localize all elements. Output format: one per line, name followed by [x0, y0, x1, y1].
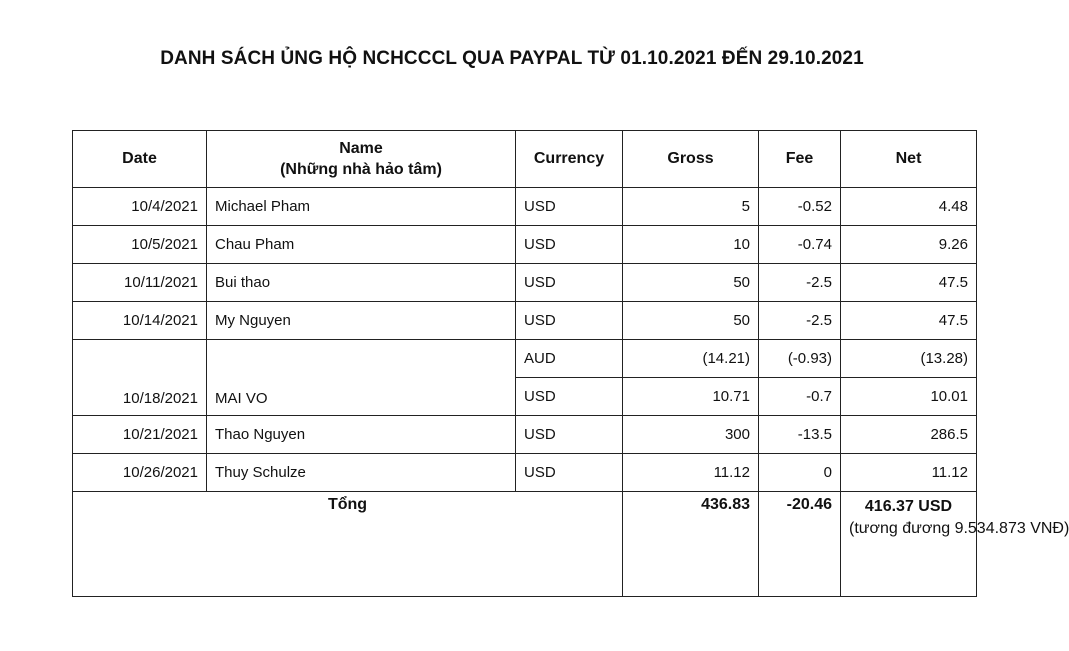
total-label: Tổng [73, 492, 623, 597]
cell-name: Bui thao [207, 264, 516, 302]
header-date: Date [73, 131, 207, 188]
table-row [73, 340, 977, 378]
cell-fee: (-0.93) [759, 340, 841, 378]
total-net [841, 492, 1069, 597]
cell-net: 47.5 [841, 302, 977, 340]
table-row [73, 188, 977, 226]
cell-gross: (14.21) [623, 340, 759, 378]
header-fee: Fee [759, 131, 841, 188]
header-name-line2: (Những nhà hảo tâm) [280, 161, 442, 178]
cell-net: 47.5 [841, 264, 977, 302]
cell-gross: 10 [623, 226, 759, 264]
cell-date: 10/26/2021 [73, 454, 207, 492]
table-row [73, 454, 977, 492]
total-fee: -20.46 [759, 492, 841, 597]
cell-date: 10/21/2021 [73, 416, 207, 454]
cell-net: 10.01 [841, 378, 977, 416]
cell-currency: USD [516, 264, 623, 302]
table-row [73, 264, 977, 302]
cell-gross: 5 [623, 188, 759, 226]
cell-fee: -2.5 [759, 264, 841, 302]
cell-currency: USD [516, 454, 623, 492]
cell-name: Michael Pham [207, 188, 516, 226]
cell-currency: USD [516, 378, 623, 416]
header-net: Net [841, 131, 977, 188]
cell-net: 9.26 [841, 226, 977, 264]
cell-fee: -13.5 [759, 416, 841, 454]
table-header-row [73, 131, 977, 188]
cell-net: 286.5 [841, 416, 977, 454]
cell-currency: USD [516, 416, 623, 454]
header-currency: Currency [516, 131, 623, 188]
cell-currency: USD [516, 302, 623, 340]
total-net-amount: 416.37 USD [864, 498, 953, 515]
cell-name: My Nguyen [207, 302, 516, 340]
cell-fee: -0.52 [759, 188, 841, 226]
cell-fee: -0.7 [759, 378, 841, 416]
cell-net: 4.48 [841, 188, 977, 226]
header-name [207, 131, 516, 188]
cell-name: Chau Pham [207, 226, 516, 264]
header-gross: Gross [623, 131, 759, 188]
cell-fee: -0.74 [759, 226, 841, 264]
cell-date: 10/4/2021 [73, 188, 207, 226]
cell-gross: 50 [623, 264, 759, 302]
cell-fee: 0 [759, 454, 841, 492]
cell-currency: AUD [516, 340, 623, 378]
total-gross: 436.83 [623, 492, 759, 597]
cell-gross: 11.12 [623, 454, 759, 492]
cell-net: 11.12 [841, 454, 977, 492]
table-row [73, 416, 977, 454]
cell-name: Thuy Schulze [207, 454, 516, 492]
total-net-equivalent: (tương đương 9.534.873 VNĐ) [849, 520, 1069, 537]
cell-currency: USD [516, 226, 623, 264]
total-row [73, 492, 977, 597]
cell-gross: 10.71 [623, 378, 759, 416]
document-title: DANH SÁCH ỦNG HỘ NCHCCCL QUA PAYPAL TỪ 01.10.2021 ĐẾN 29.10.2021 [160, 48, 864, 69]
cell-gross: 50 [623, 302, 759, 340]
header-name-line1: Name [339, 140, 383, 157]
table-row [73, 226, 977, 264]
cell-date: 10/14/2021 [73, 302, 207, 340]
cell-date: 10/11/2021 [73, 264, 207, 302]
table-row [73, 302, 977, 340]
cell-date: 10/18/2021 [73, 340, 207, 416]
cell-gross: 300 [623, 416, 759, 454]
cell-net: (13.28) [841, 340, 977, 378]
cell-currency: USD [516, 188, 623, 226]
cell-name: MAI VO [207, 340, 516, 416]
cell-name: Thao Nguyen [207, 416, 516, 454]
cell-date: 10/5/2021 [73, 226, 207, 264]
cell-fee: -2.5 [759, 302, 841, 340]
donation-table [72, 130, 1069, 597]
